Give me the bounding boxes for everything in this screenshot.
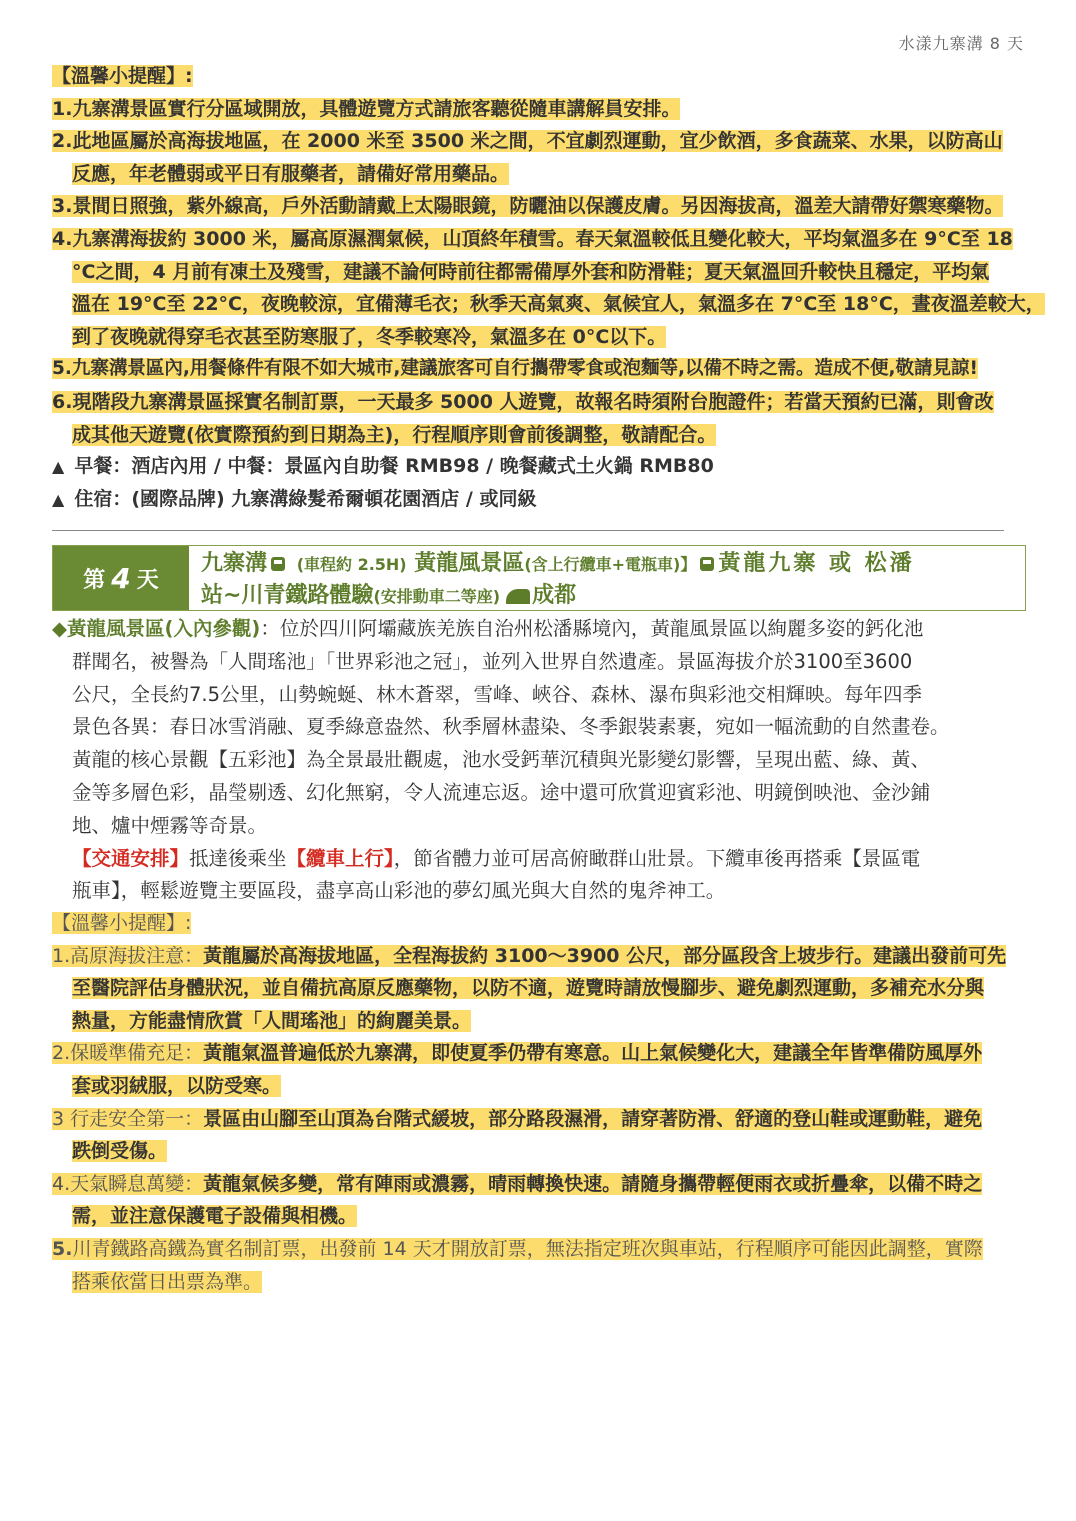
page-header-title: 水漾九寨溝 8 天: [898, 34, 1024, 53]
bus-icon: [271, 557, 285, 571]
meals-line: ▲ 早餐：酒店內用 / 中餐：景區內自助餐 RMB98 / 晚餐藏式土火鍋 RMB80: [52, 450, 1028, 483]
train-icon: [506, 589, 530, 604]
description-line: 黃龍的核心景觀【五彩池】為全景最壯觀處，池水受鈣華沉積與光影變幻影響，呈現出藍、綠、黃、: [72, 748, 931, 772]
notice-item: 反應，年老體弱或平日有服藥者，請備好常用藥品。: [72, 162, 510, 185]
notice-item: 成其他天遊覽(依實際預約到日期為主)，行程順序則會前後調整，敬請配合。: [72, 423, 717, 446]
notice-item: 1.高原海拔注意：黃龍屬於高海拔地區，全程海拔約 3100～3900 公尺，部分區段含上坡步行。建議出發前可先: [52, 944, 1007, 967]
notice-item: 到了夜晚就得穿毛衣甚至防寒服了，冬季較寒冷，氣溫多在 0°C以下。: [72, 325, 667, 348]
notice-item: 3 行走安全第一：景區由山腳至山頂為台階式緩坡，部分路段濕滑，請穿著防滑、舒適的登山鞋或運動鞋，避免: [52, 1107, 983, 1130]
notice-item: 3.景間日照強，紫外線高，戶外活動請戴上太陽眼鏡，防曬油以保護皮膚。另因海拔高，溫差大請帶好禦寒藥物。: [52, 195, 1004, 218]
notice-item: 4.九寨溝海拔約 3000 米，屬高原濕潤氣候，山頂終年積雪。春天氣溫較低且變化較大，平均氣溫多在 9°C至 18: [52, 227, 1013, 250]
notice-item: 1.九寨溝景區實行分區域開放，具體遊覽方式請旅客聽從隨車講解員安排。: [52, 97, 681, 120]
notice-item: 5.九寨溝景區內,用餐條件有限不如大城市,建議旅客可自行攜帶零食或泡麵等,以備不時之需。造成不便,敬請見諒!: [52, 358, 978, 380]
transport-line: 【交通安排】抵達後乘坐【纜車上行】，節省體力並可居高俯瞰群山壯景。下纜車後再搭乘【景區電: [72, 846, 921, 870]
huanglong-heading: ◆黃龍風景區(入內參觀): [52, 617, 261, 640]
notice-item: 6.現階段九寨溝景區採實名制訂票，一天最多 5000 人遊覽，故報名時須附台胞證件；若當天預約已滿，則會改: [52, 390, 994, 413]
notice-title: 【溫馨小提醒】:: [52, 65, 193, 87]
notice-item: °C之間，4 月前有凍土及殘雪，建議不論何時前往都需備厚外套和防滑鞋；夏天氣溫回升較快且穩定，平均氣: [72, 260, 990, 283]
notice-item: 搭乘依當日出票為準。: [72, 1270, 263, 1293]
transport-line: 瓶車】，輕鬆遊覽主要區段，盡享高山彩池的夢幻風光與大自然的鬼斧神工。: [72, 879, 726, 903]
description-line: 公尺，全長約7.5公里，山勢蜿蜒、林木蒼翠，雪峰、峽谷、森林、瀑布與彩池交相輝映。每年四季: [72, 682, 923, 706]
triangle-icon: ▲: [52, 457, 65, 476]
huanglong-description: ◆黃龍風景區(入內參觀)：位於四川阿壩藏族羌族自治州松潘縣境內，黃龍風景區以絢麗多姿的鈣化池 群聞名，被譽為「人間瑤池」「世界彩池之冠」，並列入世界自然遺產。景區海拔介於3100至3600 公尺，全長約7.5公里，山勢蜿蜒、林木蒼翠，雪峰、峽谷、森林、瀑布與彩池交相輝映。每年四季 景色各異：春日冰雪消融、夏季綠意盎然、秋季層林盡染、冬季銀裝素裹，宛如一幅流動的自然畫卷。 黃龍的核心景觀【五彩池】為全景最壯觀處，池水受鈣華沉積與光影變幻影響，呈現出藍、綠、黃、 金等多層色彩，晶瑩剔透、幻化無窮，令人流連忘返。途中還可欣賞迎賓彩池、明鏡倒映池、金沙鋪 地、爐中煙霧等奇景。 【交通安排】抵達後乘坐【纜車上行】，節省體力並可居高俯瞰群山壯景。下纜車後再搭乘【景區電 瓶車】，輕鬆遊覽主要區段，盡享高山彩池的夢幻風光與大自然的鬼斧神工。: [52, 613, 1028, 908]
stay-line: ▲ 住宿：(國際品牌) 九寨溝綠髮希爾頓花園酒店 / 或同級: [52, 483, 1028, 516]
bus-icon: [700, 557, 714, 571]
notice-section-2: [52, 907, 1028, 1298]
notice-item: 4.天氣瞬息萬變：黃龍氣候多變，常有陣雨或濃霧，晴雨轉換快速。請隨身攜帶輕便雨衣或折疊傘，以備不時之: [52, 1172, 983, 1195]
notice-item: 至醫院評估身體狀況，並自備抗高原反應藥物，以防不適，遊覽時請放慢腳步、避免劇烈運動，多補充水分與: [72, 977, 985, 1000]
day-title: 九寨溝 (車程約 2.5H) 黃龍風景區(含上行纜車+電瓶車)】 黃龍九寨 或 松潘 站~川青鐵路體驗(安排動車二等座) 成都: [201, 551, 915, 608]
description-line: 景色各異：春日冰雪消融、夏季綠意盎然、秋季層林盡染、冬季銀裝素裹，宛如一幅流動的自然畫卷。: [72, 715, 950, 739]
description-line: 群聞名，被譽為「人間瑤池」「世界彩池之冠」，並列入世界自然遺產。景區海拔介於3100至3600: [72, 649, 913, 673]
description-line: 金等多層色彩，晶瑩剔透、幻化無窮，令人流連忘返。途中還可欣賞迎賓彩池、明鏡倒映池、金沙鋪: [72, 780, 931, 804]
day-label: 第 4 天: [53, 546, 189, 610]
notice-item: 溫在 19°C至 22°C，夜晚較涼，宜備薄毛衣；秋季天高氣爽、氣候宜人，氣溫多在 7°C至 18°C，晝夜溫差較大，: [72, 293, 1045, 316]
triangle-icon: ▲: [52, 490, 65, 509]
notice-item: 2.保暖準備充足：黃龍氣溫普遍低於九寨溝，即使夏季仍帶有寒意。山上氣候變化大，建議全年皆準備防風厚外: [52, 1042, 983, 1065]
notice-section-1: [52, 60, 1045, 451]
day-header: [52, 545, 1026, 611]
notice-item: 5.川青鐵路高鐵為實名制訂票，出發前 14 天才開放訂票，無法指定班次與車站，行程順序可能因此調整，實際: [52, 1237, 983, 1260]
description-line: 地、爐中煙霧等奇景。: [72, 813, 268, 837]
section-divider: [52, 530, 1004, 531]
notice-item: 2.此地區屬於高海拔地區，在 2000 米至 3500 米之間，不宜劇烈運動，宜少飲酒，多食蔬菜、水果，以防高山: [52, 130, 1003, 153]
notice-item: 熱量，方能盡情欣賞「人間瑤池」的絢麗美景。: [72, 1009, 472, 1032]
notice-item: 套或羽絨服，以防受寒。: [72, 1074, 282, 1097]
notice-item: 需，並注意保護電子設備與相機。: [72, 1205, 358, 1228]
notice-title: 【溫馨小提醒】:: [52, 912, 192, 934]
notice-item: 跌倒受傷。: [72, 1140, 168, 1163]
meals-section: [52, 450, 1028, 516]
